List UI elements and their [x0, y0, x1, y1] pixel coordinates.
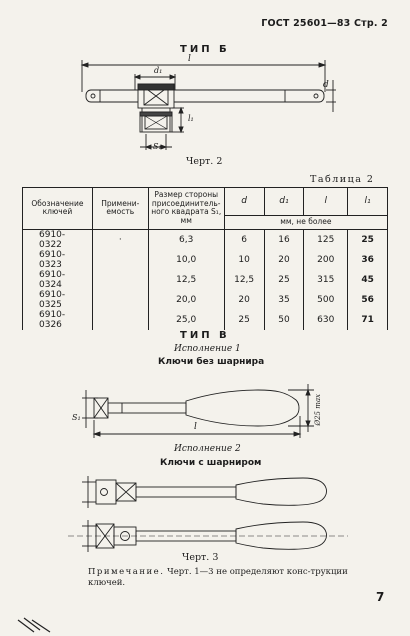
version2-sub: Ключи с шарниром: [160, 458, 262, 468]
dim-d25-label: Ø25 max: [314, 394, 322, 426]
version1-sub: Ключи без шарнира: [158, 357, 265, 367]
page-header: ГОСТ 25601—83 Стр. 2: [261, 18, 388, 29]
cell-designation: 6910-0324: [23, 270, 93, 290]
dim-s1-label: S₁: [153, 142, 162, 151]
cell-l1: 56: [348, 290, 388, 310]
version2-drawing: [68, 470, 348, 560]
cell-application: [92, 250, 148, 270]
cell-l: 315: [304, 270, 348, 290]
cell-d1: 35: [264, 290, 304, 310]
col-size: Размер стороны присоединитель-ного квадрата S₁, мм: [148, 188, 224, 230]
table-row: [23, 310, 388, 330]
dim-l1-label: l₁: [188, 114, 194, 123]
cell-l: 125: [304, 229, 348, 250]
col-designation: Обозначение ключей: [23, 188, 93, 230]
cell-size: 20,0: [148, 290, 224, 310]
cell-d1: 50: [264, 310, 304, 330]
cell-d1: 20: [264, 250, 304, 270]
figure-3-caption: Черт. 3: [182, 552, 219, 563]
cell-d1: 16: [264, 229, 304, 250]
col-application: Примени-емость: [92, 188, 148, 230]
cell-designation: 6910-0323: [23, 250, 93, 270]
version2-label: Исполнение 2: [174, 444, 241, 454]
col-l: l: [304, 188, 348, 216]
cell-designation: 6910-0325: [23, 290, 93, 310]
version1-drawing: [68, 372, 348, 440]
dim-l-label: l: [188, 54, 191, 64]
page-number: 7: [376, 590, 385, 604]
spec-table: [22, 187, 388, 330]
note-block: [88, 567, 364, 590]
note-label: Примечание.: [88, 567, 165, 577]
version1-label: Исполнение 1: [174, 344, 241, 354]
cell-l: 500: [304, 290, 348, 310]
cell-l1: 45: [348, 270, 388, 290]
cell-l: 200: [304, 250, 348, 270]
cell-d: 6: [224, 229, 264, 250]
table-row: [23, 270, 388, 290]
cell-application: [92, 310, 148, 330]
cell-size: 6,3: [148, 229, 224, 250]
type-b-drawing: [60, 52, 350, 160]
table-row: [23, 250, 388, 270]
note-text: Черт. 1—3 не определяют конс-трукции ключей.: [88, 567, 348, 589]
table-row: [23, 229, 388, 250]
cell-l1: 25: [348, 229, 388, 250]
unit-header: мм, не более: [224, 216, 387, 230]
col-l1: l₁: [348, 188, 388, 216]
cell-l: 630: [304, 310, 348, 330]
dim-s1-v-label: S₁: [72, 413, 81, 422]
cell-d1: 25: [264, 270, 304, 290]
col-d1: d₁: [264, 188, 304, 216]
cell-designation: 6910-0322: [23, 229, 93, 250]
cell-d: 20: [224, 290, 264, 310]
cell-d: 10: [224, 250, 264, 270]
cell-d: 12,5: [224, 270, 264, 290]
dim-d1-label: d₁: [154, 66, 163, 75]
cell-l1: 36: [348, 250, 388, 270]
cell-l1: 71: [348, 310, 388, 330]
table-row: [23, 290, 388, 310]
type-v-title: ТИП В: [180, 330, 230, 341]
cell-d: 25: [224, 310, 264, 330]
dim-l-v-label: l: [194, 422, 197, 432]
cell-designation: 6910-0326: [23, 310, 93, 330]
cell-application: [92, 270, 148, 290]
figure-2-caption: Черт. 2: [186, 156, 223, 167]
cell-application: ·: [92, 229, 148, 250]
cell-application: [92, 290, 148, 310]
col-d: d: [224, 188, 264, 216]
cell-size: 25,0: [148, 310, 224, 330]
table-label: Таблица 2: [310, 174, 375, 185]
cell-size: 10,0: [148, 250, 224, 270]
corner-mark: [14, 616, 54, 634]
dim-d-label: d: [323, 80, 329, 90]
cell-size: 12,5: [148, 270, 224, 290]
type-b-title: ТИП Б: [180, 44, 230, 55]
